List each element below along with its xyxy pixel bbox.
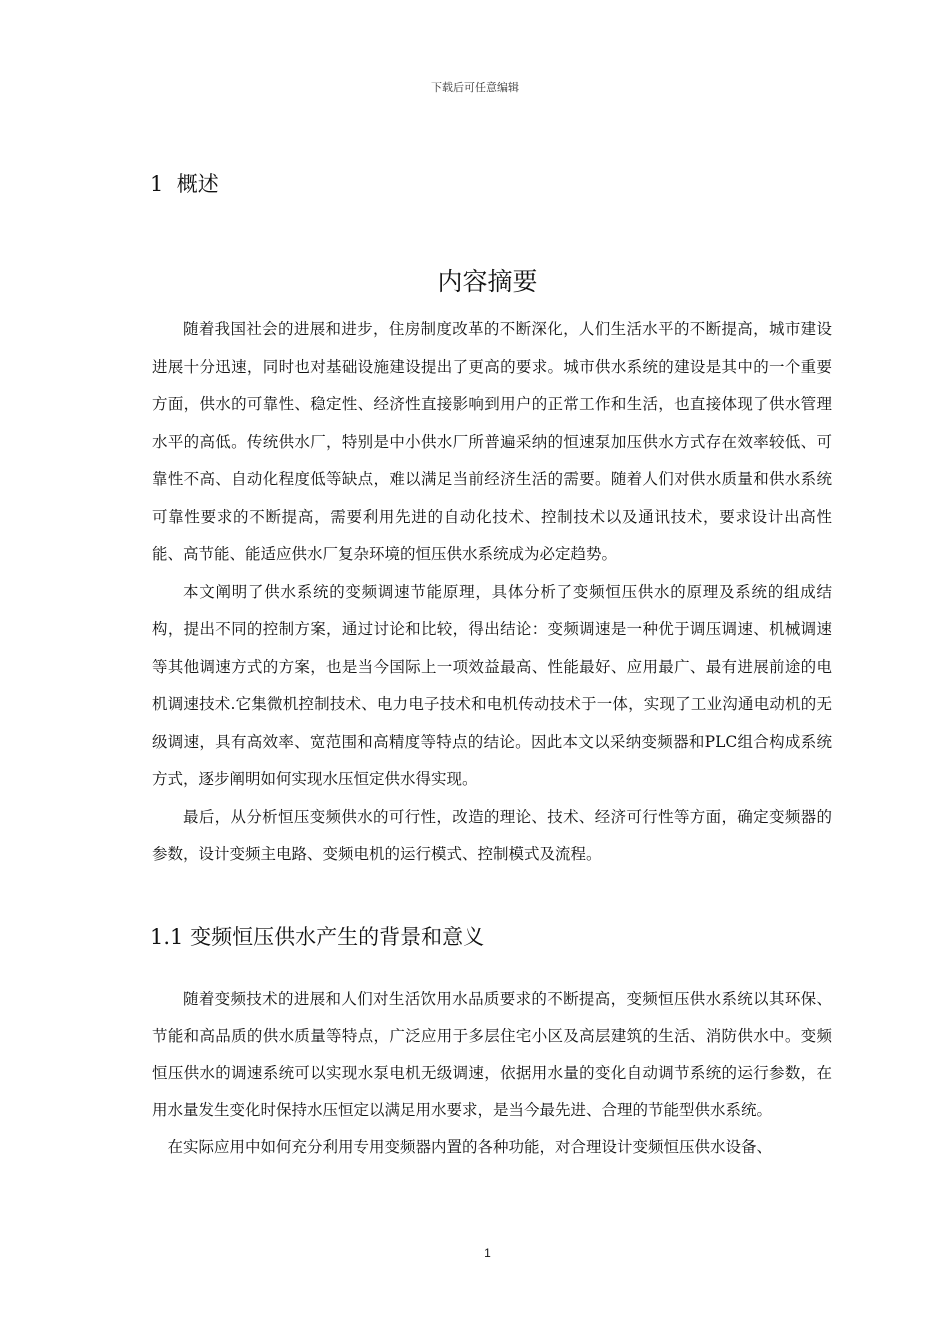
section-paragraph: 在实际应用中如何充分利用专用变频器内置的各种功能，对合理设计变频恒压供水设备、 bbox=[167, 1138, 773, 1156]
abstract-paragraph: 本文阐明了供水系统的变频调速节能原理，具体分析了变频恒压供水的原理及系统的组成结构，提出不同的控制方案，通过讨论和比较，得出结论：变频调速是一种优于调压调速、机械调速等其他调速方式的方案，也是当今国际上一项效益最高、性能最好、应用最广、最有进展前途的电机调速技术.它集微机控制技术、电力电子技术和电机传动技术于一体，实现了工业沟通电动机的无级调速，具有高效率、宽范围和高精度等特点的结论。因此本文以采纳变频器和PLC组合构成系统方式，逐步阐明如何实现水压恒定供水得实现。 bbox=[152, 582, 832, 788]
page-number: 1 bbox=[484, 1246, 491, 1260]
section-paragraph: 随着变频技术的进展和人们对生活饮用水品质要求的不断提高，变频恒压供水系统以其环保、节能和高品质的供水质量等特点，广泛应用于多层住宅小区及高层建筑的生活、消防供水中。变频恒压供水的调速系统可以实现水泵电机无级调速，依据用水量的变化自动调节系统的运行参数，在用水量发生变化时保持水压恒定以满足用水要求，是当今最先进、合理的节能型供水系统。 bbox=[152, 990, 832, 1119]
abstract-paragraph: 最后，从分析恒压变频供水的可行性，改造的理论、技术、经济可行性等方面，确定变频器的参数，设计变频主电路、变频电机的运行模式、控制模式及流程。 bbox=[152, 807, 832, 863]
abstract-paragraph: 随着我国社会的进展和进步，住房制度改革的不断深化，人们生活水平的不断提高，城市建设进展十分迅速，同时也对基础设施建设提出了更高的要求。城市供水系统的建设是其中的一个重要方面，供水的可靠性、稳定性、经济性直接影响到用户的正常工作和生活，也直接体现了供水管理水平的高低。传统供水厂，特别是中小供水厂所普遍采纳的恒速泵加压供水方式存在效率较低、可靠性不高、自动化程度低等缺点，难以满足当前经济生活的需要。随着人们对供水质量和供水系统可靠性要求的不断提高，需要利用先进的自动化技术、控制技术以及通讯技术，要求设计出高性能、高节能、能适应供水厂复杂环境的恒压供水系统成为必定趋势。 bbox=[152, 320, 832, 563]
abstract-title: 内容摘要 bbox=[437, 267, 538, 296]
section-body bbox=[152, 981, 832, 1166]
chapter-title: 1 概述 bbox=[150, 172, 219, 196]
abstract-body bbox=[152, 311, 832, 874]
section-title: 1.1 变频恒压供水产生的背景和意义 bbox=[150, 925, 485, 949]
header-note: 下载后可任意编辑 bbox=[431, 81, 519, 94]
